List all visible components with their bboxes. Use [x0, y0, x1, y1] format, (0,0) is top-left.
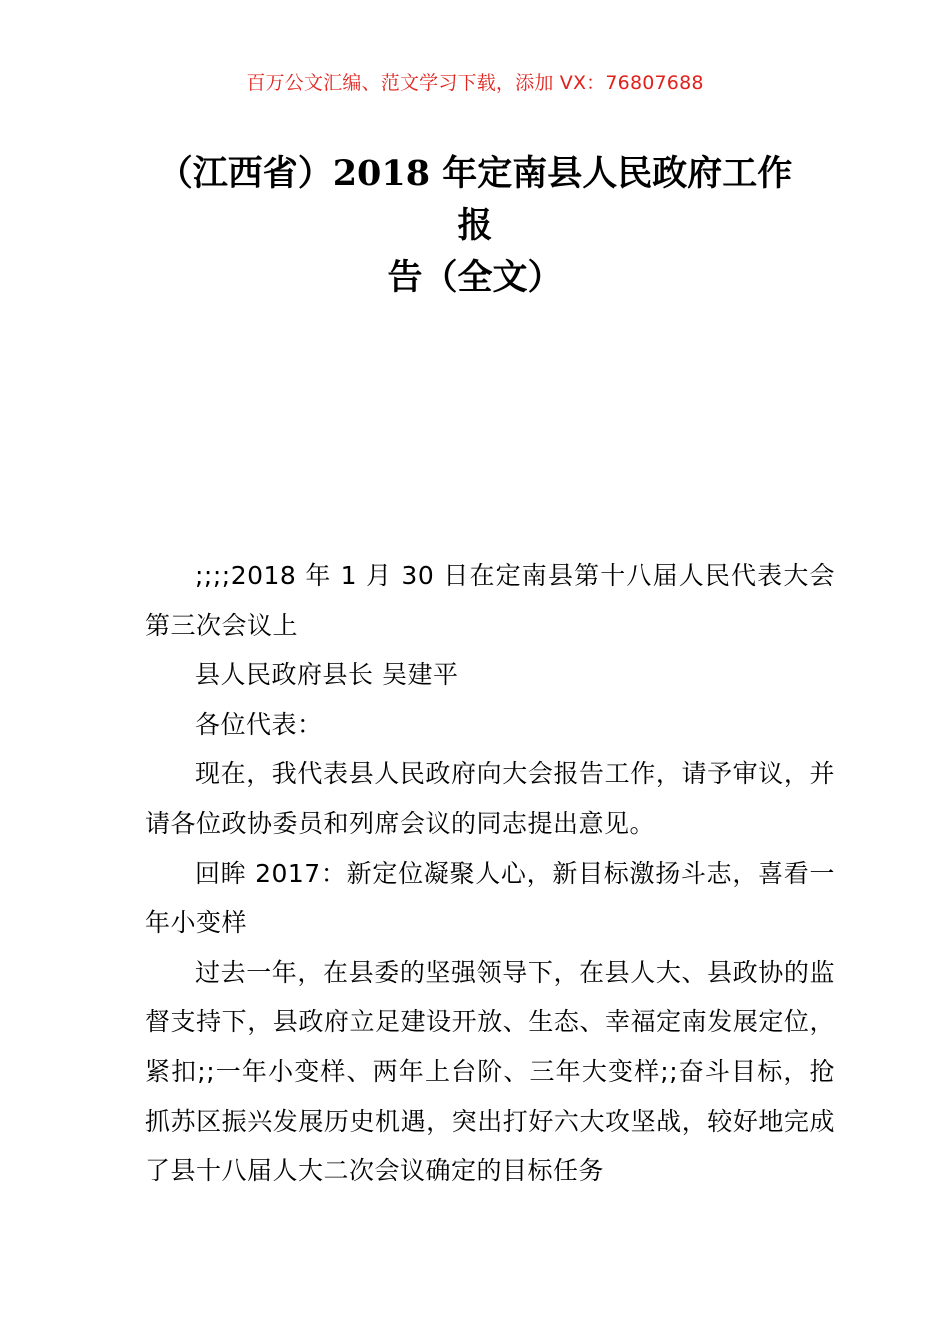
header-promo-note: 百万公文汇编、范文学习下载，添加 VX：76807688: [246, 72, 704, 94]
salutation: 各位代表：: [195, 709, 323, 739]
document-body: [145, 551, 835, 1196]
title-line-2: 告（全文）: [387, 257, 563, 298]
meeting-info-paragraph: ;;;;2018 年 1 月 30 日在定南县第十八届人民代表大会第三次会议上: [145, 561, 835, 640]
document-title: [150, 148, 800, 304]
section-heading: 回眸 2017：新定位凝聚人心，新目标激扬斗志，喜看一年小变样: [145, 858, 835, 938]
intro-paragraph: 现在，我代表县人民政府向大会报告工作，请予审议，并请各位政协委员和列席会议的同志提出意见。: [145, 759, 835, 838]
title-line-1: （江西省）2018 年定南县人民政府工作报: [157, 153, 793, 246]
speaker-line: 县人民政府县长 吴建平: [195, 660, 459, 690]
review-paragraph: 过去一年，在县委的坚强领导下，在县人大、县政协的监督支持下，县政府立足建设开放、生态、幸福定南发展定位，紧扣;;一年小变样、两年上台阶、三年大变样;;奋斗目标，抢抓苏区振兴发展历史机遇，突出打好六大攻坚战，较好地完成了县十八届人大二次会议确定的目标任务: [145, 957, 835, 1186]
